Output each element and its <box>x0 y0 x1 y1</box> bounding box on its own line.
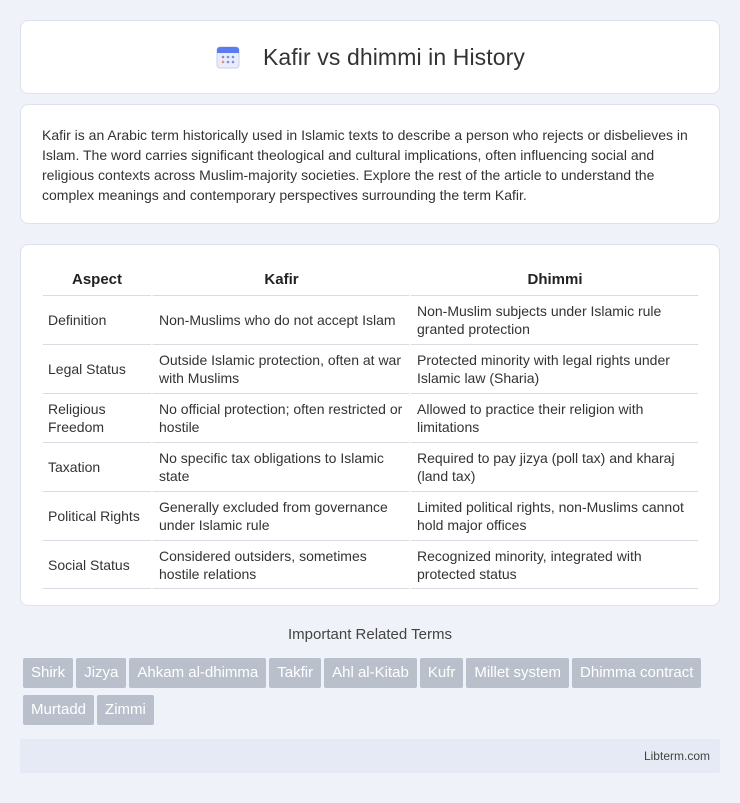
intro-card <box>20 104 720 224</box>
tag-jizya[interactable]: Jizya <box>76 658 126 688</box>
intro-text: Kafir is an Arabic term historically used in Islamic texts to describe a person who rejects or disbelieves in Islam. The word carries significant theological and cultural implications, often influencing social and religious contexts across Muslim-majority societies. Explore the rest of the article to understand the complex meanings and contemporary perspectives surrounding the term Kafir. <box>42 127 688 203</box>
table-row <box>43 540 698 589</box>
calendar-icon <box>215 44 241 70</box>
cell-aspect: Political Rights <box>43 491 151 540</box>
related-terms-list <box>23 658 723 732</box>
tag-shirk[interactable]: Shirk <box>23 658 73 688</box>
tag-millet-system[interactable]: Millet system <box>466 658 569 688</box>
cell-aspect: Social Status <box>43 540 151 589</box>
cell-dhimmi: Limited political rights, non-Muslims cannot hold major offices <box>409 491 698 540</box>
cell-kafir: Considered outsiders, sometimes hostile relations <box>151 540 409 589</box>
cell-aspect: Definition <box>43 295 151 344</box>
related-terms-title: Important Related Terms <box>288 626 452 643</box>
cell-dhimmi: Required to pay jizya (poll tax) and kharaj (land tax) <box>409 442 698 491</box>
cell-aspect: Religious Freedom <box>43 393 151 442</box>
cell-kafir: Non-Muslims who do not accept Islam <box>151 295 409 344</box>
cell-kafir: Generally excluded from governance under Islamic rule <box>151 491 409 540</box>
cell-dhimmi: Protected minority with legal rights under Islamic law (Sharia) <box>409 344 698 393</box>
cell-kafir: No specific tax obligations to Islamic state <box>151 442 409 491</box>
cell-kafir: Outside Islamic protection, often at war with Muslims <box>151 344 409 393</box>
tag-ahl-al-kitab[interactable]: Ahl al-Kitab <box>324 658 417 688</box>
table-row <box>43 393 698 442</box>
page-title: Kafir vs dhimmi in History <box>262 43 526 70</box>
table-row <box>43 344 698 393</box>
comparison-table-card <box>20 244 720 606</box>
table-header-row <box>43 265 698 295</box>
tag-ahkam-al-dhimma[interactable]: Ahkam al-dhimma <box>129 658 266 688</box>
cell-kafir: No official protection; often restricted or hostile <box>151 393 409 442</box>
comparison-table <box>43 265 698 589</box>
tag-zimmi[interactable]: Zimmi <box>97 695 154 725</box>
header-kafir: Kafir <box>151 265 409 295</box>
header-dhimmi: Dhimmi <box>409 265 698 295</box>
table-row <box>43 295 698 344</box>
footer-site-link[interactable]: Libterm.com <box>643 749 710 763</box>
table-row <box>43 491 698 540</box>
footer <box>20 739 720 773</box>
table-row <box>43 442 698 491</box>
cell-aspect: Taxation <box>43 442 151 491</box>
cell-aspect: Legal Status <box>43 344 151 393</box>
tag-takfir[interactable]: Takfir <box>269 658 321 688</box>
header-aspect: Aspect <box>71 270 123 288</box>
tag-kufr[interactable]: Kufr <box>420 658 464 688</box>
title-card <box>20 20 720 94</box>
tag-murtadd[interactable]: Murtadd <box>23 695 94 725</box>
tag-dhimma-contract[interactable]: Dhimma contract <box>572 658 701 688</box>
cell-dhimmi: Non-Muslim subjects under Islamic rule granted protection <box>409 295 698 344</box>
cell-dhimmi: Allowed to practice their religion with limitations <box>409 393 698 442</box>
cell-dhimmi: Recognized minority, integrated with protected status <box>409 540 698 589</box>
